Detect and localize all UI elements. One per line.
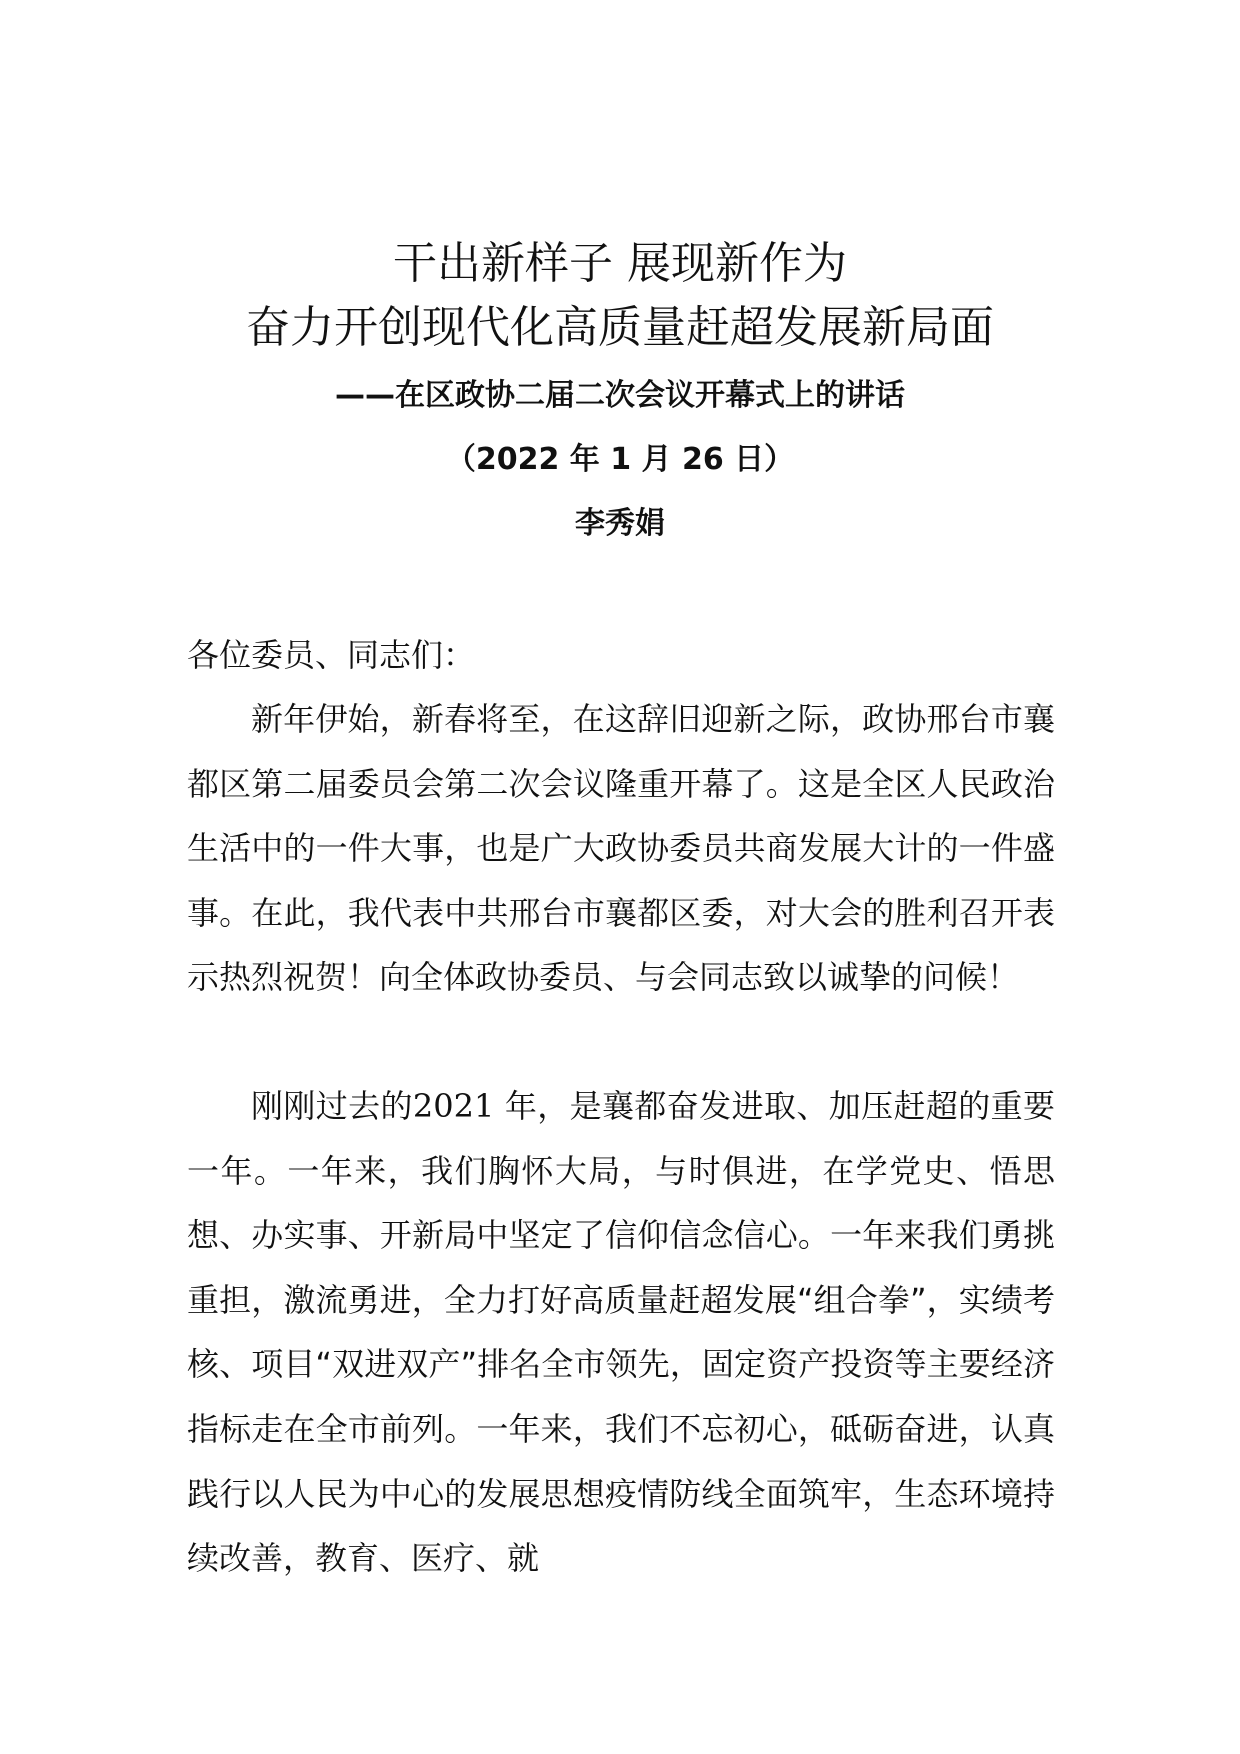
title-line-1: 干出新样子 展现新作为 [393,238,847,289]
speech-subtitle: ——在区政协二届二次会议开幕式上的讲话 [335,378,905,413]
speech-author: 李秀娟 [575,506,665,541]
paragraph-2-rest: 年，是襄都奋发进取、加压赶超的重要一年。一年来，我们胸怀大局，与时俱进，在学党史、悟思想、办实事、开新局中坚定了信仰信念信心。一年来我们勇挑重担，激流勇进，全力打好高质量赶超发展“组合拳”，实绩考核、项目“双进双产”排名全市领先，固定资产投资等主要经济指标走在全市前列。一年来，我们不忘初心，砥砺奋进，认真践行以人民为中心的发展思想疫情防线全面筑牢，生态环境持续改善，教育、医疗、就 [187,1087,1055,1578]
paragraph-2-year: 2021 [412,1087,495,1125]
paragraph-2-lead: 刚刚过去的 [251,1087,413,1125]
greeting: 各位委员、同志们： [187,636,476,674]
title-line-2: 奋力开创现代化高质量赶超发展新局面 [246,302,994,353]
speech-date: （2022 年 1 月 26 日） [445,442,795,477]
paragraph-1: 新年伊始，新春将至，在这辞旧迎新之际，政协邢台市襄都区第二届委员会第二次会议隆重开幕了。这是全区人民政治生活中的一件大事，也是广大政协委员共商发展大计的一件盛事。在此，我代表中共邢台市襄都区委，对大会的胜利召开表示热烈祝贺！向全体政协委员、与会同志致以诚挚的问候！ [187,700,1055,997]
paragraph-2 [187,1074,1055,1591]
